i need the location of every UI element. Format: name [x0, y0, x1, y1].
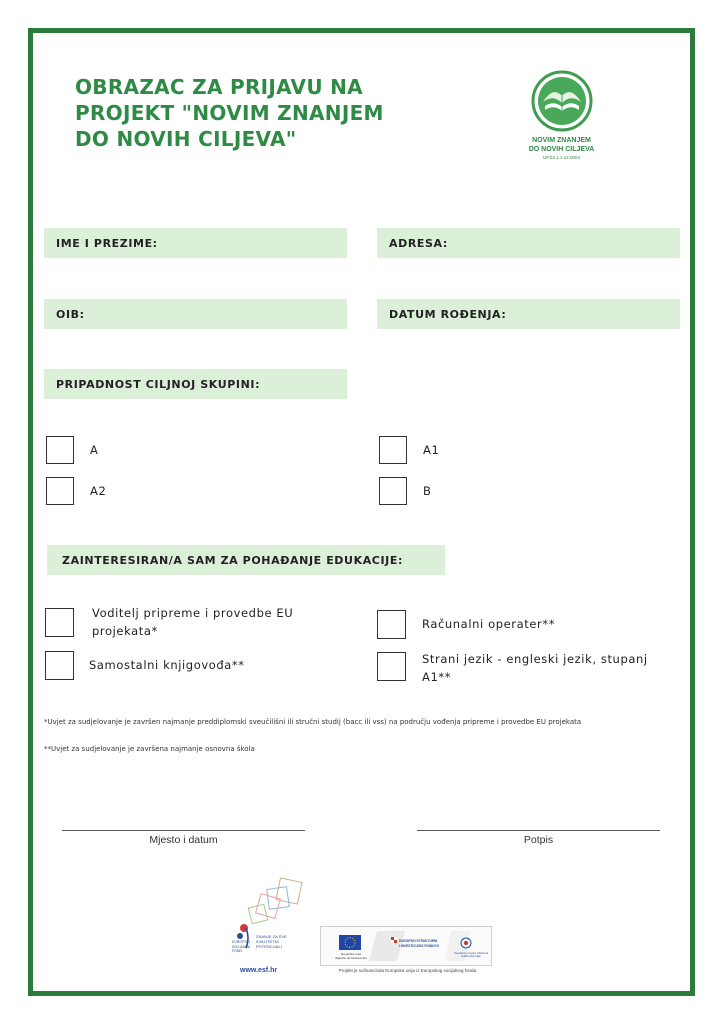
checkbox-group-a2[interactable] — [46, 477, 74, 505]
banner-eu-line-2: Zajedno do fondova EU — [335, 956, 367, 960]
banner-funds-line-2: I INVESTICIJSKI FONDOVI — [399, 943, 439, 948]
form-title — [75, 74, 435, 152]
banner-funds-line-1: EUROPSKI STRUKTURNI — [399, 939, 438, 943]
esf-name-line-1: EUROPSKI — [232, 940, 251, 944]
checkbox-group-a1[interactable] — [379, 436, 407, 464]
logo-text-line-2: DO NOVIH CILJEVA — [528, 146, 595, 153]
checkbox-group-a2-label: A2 — [90, 484, 107, 498]
esf-url: www.esf.hr — [240, 967, 278, 974]
checkbox-edu-english-label: Strani jezik - engleski jezik, stupanj A1** — [422, 652, 648, 684]
eu-funding-banner — [320, 926, 492, 966]
place-date-label: Mjesto i datum — [149, 834, 218, 846]
name-field-label: IME I PREZIME: — [44, 228, 347, 258]
title-line-3: DO NOVIH CILJEVA" — [75, 127, 297, 151]
title-line-1: OBRAZAC ZA PRIJAVU NA — [75, 75, 363, 99]
oib-field-label: OIB: — [44, 299, 347, 329]
checkbox-edu-computer-operator[interactable] — [377, 610, 406, 639]
checkbox-group-a[interactable] — [46, 436, 74, 464]
checkbox-group-b[interactable] — [379, 477, 407, 505]
signature-line — [417, 830, 660, 831]
checkbox-edu-eu-projects-label: Voditelj pripreme i provedbe EU projekata* — [92, 606, 294, 638]
esf-logo — [228, 876, 308, 968]
checkbox-edu-bookkeeper-label: Samostalni knjigovođa** — [89, 658, 245, 672]
esf-sub-line-3: POTENCIJALI — [256, 944, 282, 949]
logo-text-line-1: NOVIM ZNANJEM — [532, 137, 591, 144]
checkbox-group-a1-label: A1 — [423, 443, 440, 457]
checkbox-edu-computer-operator-label: Računalni operater** — [422, 617, 556, 631]
checkbox-edu-bookkeeper[interactable] — [45, 651, 74, 680]
banner-eu-text — [325, 952, 377, 960]
eu-funding-caption: Projekt je sufinancirala Europska unija iz Europskog socijalnog fonda. — [338, 968, 478, 973]
target-group-heading: PRIPADNOST CILJNOJ SKUPINI: — [44, 369, 347, 399]
checkbox-group-a-label: A — [90, 443, 99, 457]
esf-sub-line-1: ZNANJE ZA SVE — [256, 934, 287, 939]
esf-name-line-2: SOCIJALNI — [232, 944, 251, 949]
signature-label: Potpis — [523, 834, 554, 846]
banner-eu-line-1: Europska unija — [341, 952, 361, 956]
banner-ministry-text: Operativni program Učinkoviti ljudski potencijali — [453, 952, 489, 959]
logo-code: UP.02.1.1.12.0004 — [543, 155, 580, 160]
logo-text — [524, 136, 599, 154]
address-field-label: ADRESA: — [377, 228, 680, 258]
banner-funds-text — [399, 939, 445, 948]
esf-name-line-3: FOND — [232, 949, 242, 953]
esf-sub-line-2: KVALITETNI — [256, 939, 279, 944]
esf-emblem-text — [256, 934, 287, 949]
checkbox-edu-eu-projects[interactable] — [45, 608, 74, 637]
footnote-2: **Uvjet za sudjelovanje je završena najmanje osnovna škola — [44, 745, 255, 753]
place-date-line — [62, 830, 305, 831]
title-line-2: PROJEKT "NOVIM ZNANJEM — [75, 101, 384, 125]
birth-date-field-label: DATUM ROĐENJA: — [377, 299, 680, 329]
education-heading: ZAINTERESIRAN/A SAM ZA POHAĐANJE EDUKACIJE: — [47, 545, 445, 575]
page-border — [28, 28, 695, 996]
footnote-1: *Uvjet za sudjelovanje je završen najmanje preddiplomski sveučilišni ili stručni studij (bacc ili vss) na području vođenja pripreme i provedbe EU projekata — [44, 718, 582, 726]
project-logo — [524, 70, 599, 160]
esf-name-text — [232, 940, 250, 954]
checkbox-group-b-label: B — [423, 484, 432, 498]
book-leaf-logo-icon — [531, 70, 593, 132]
checkbox-edu-english[interactable] — [377, 652, 406, 681]
